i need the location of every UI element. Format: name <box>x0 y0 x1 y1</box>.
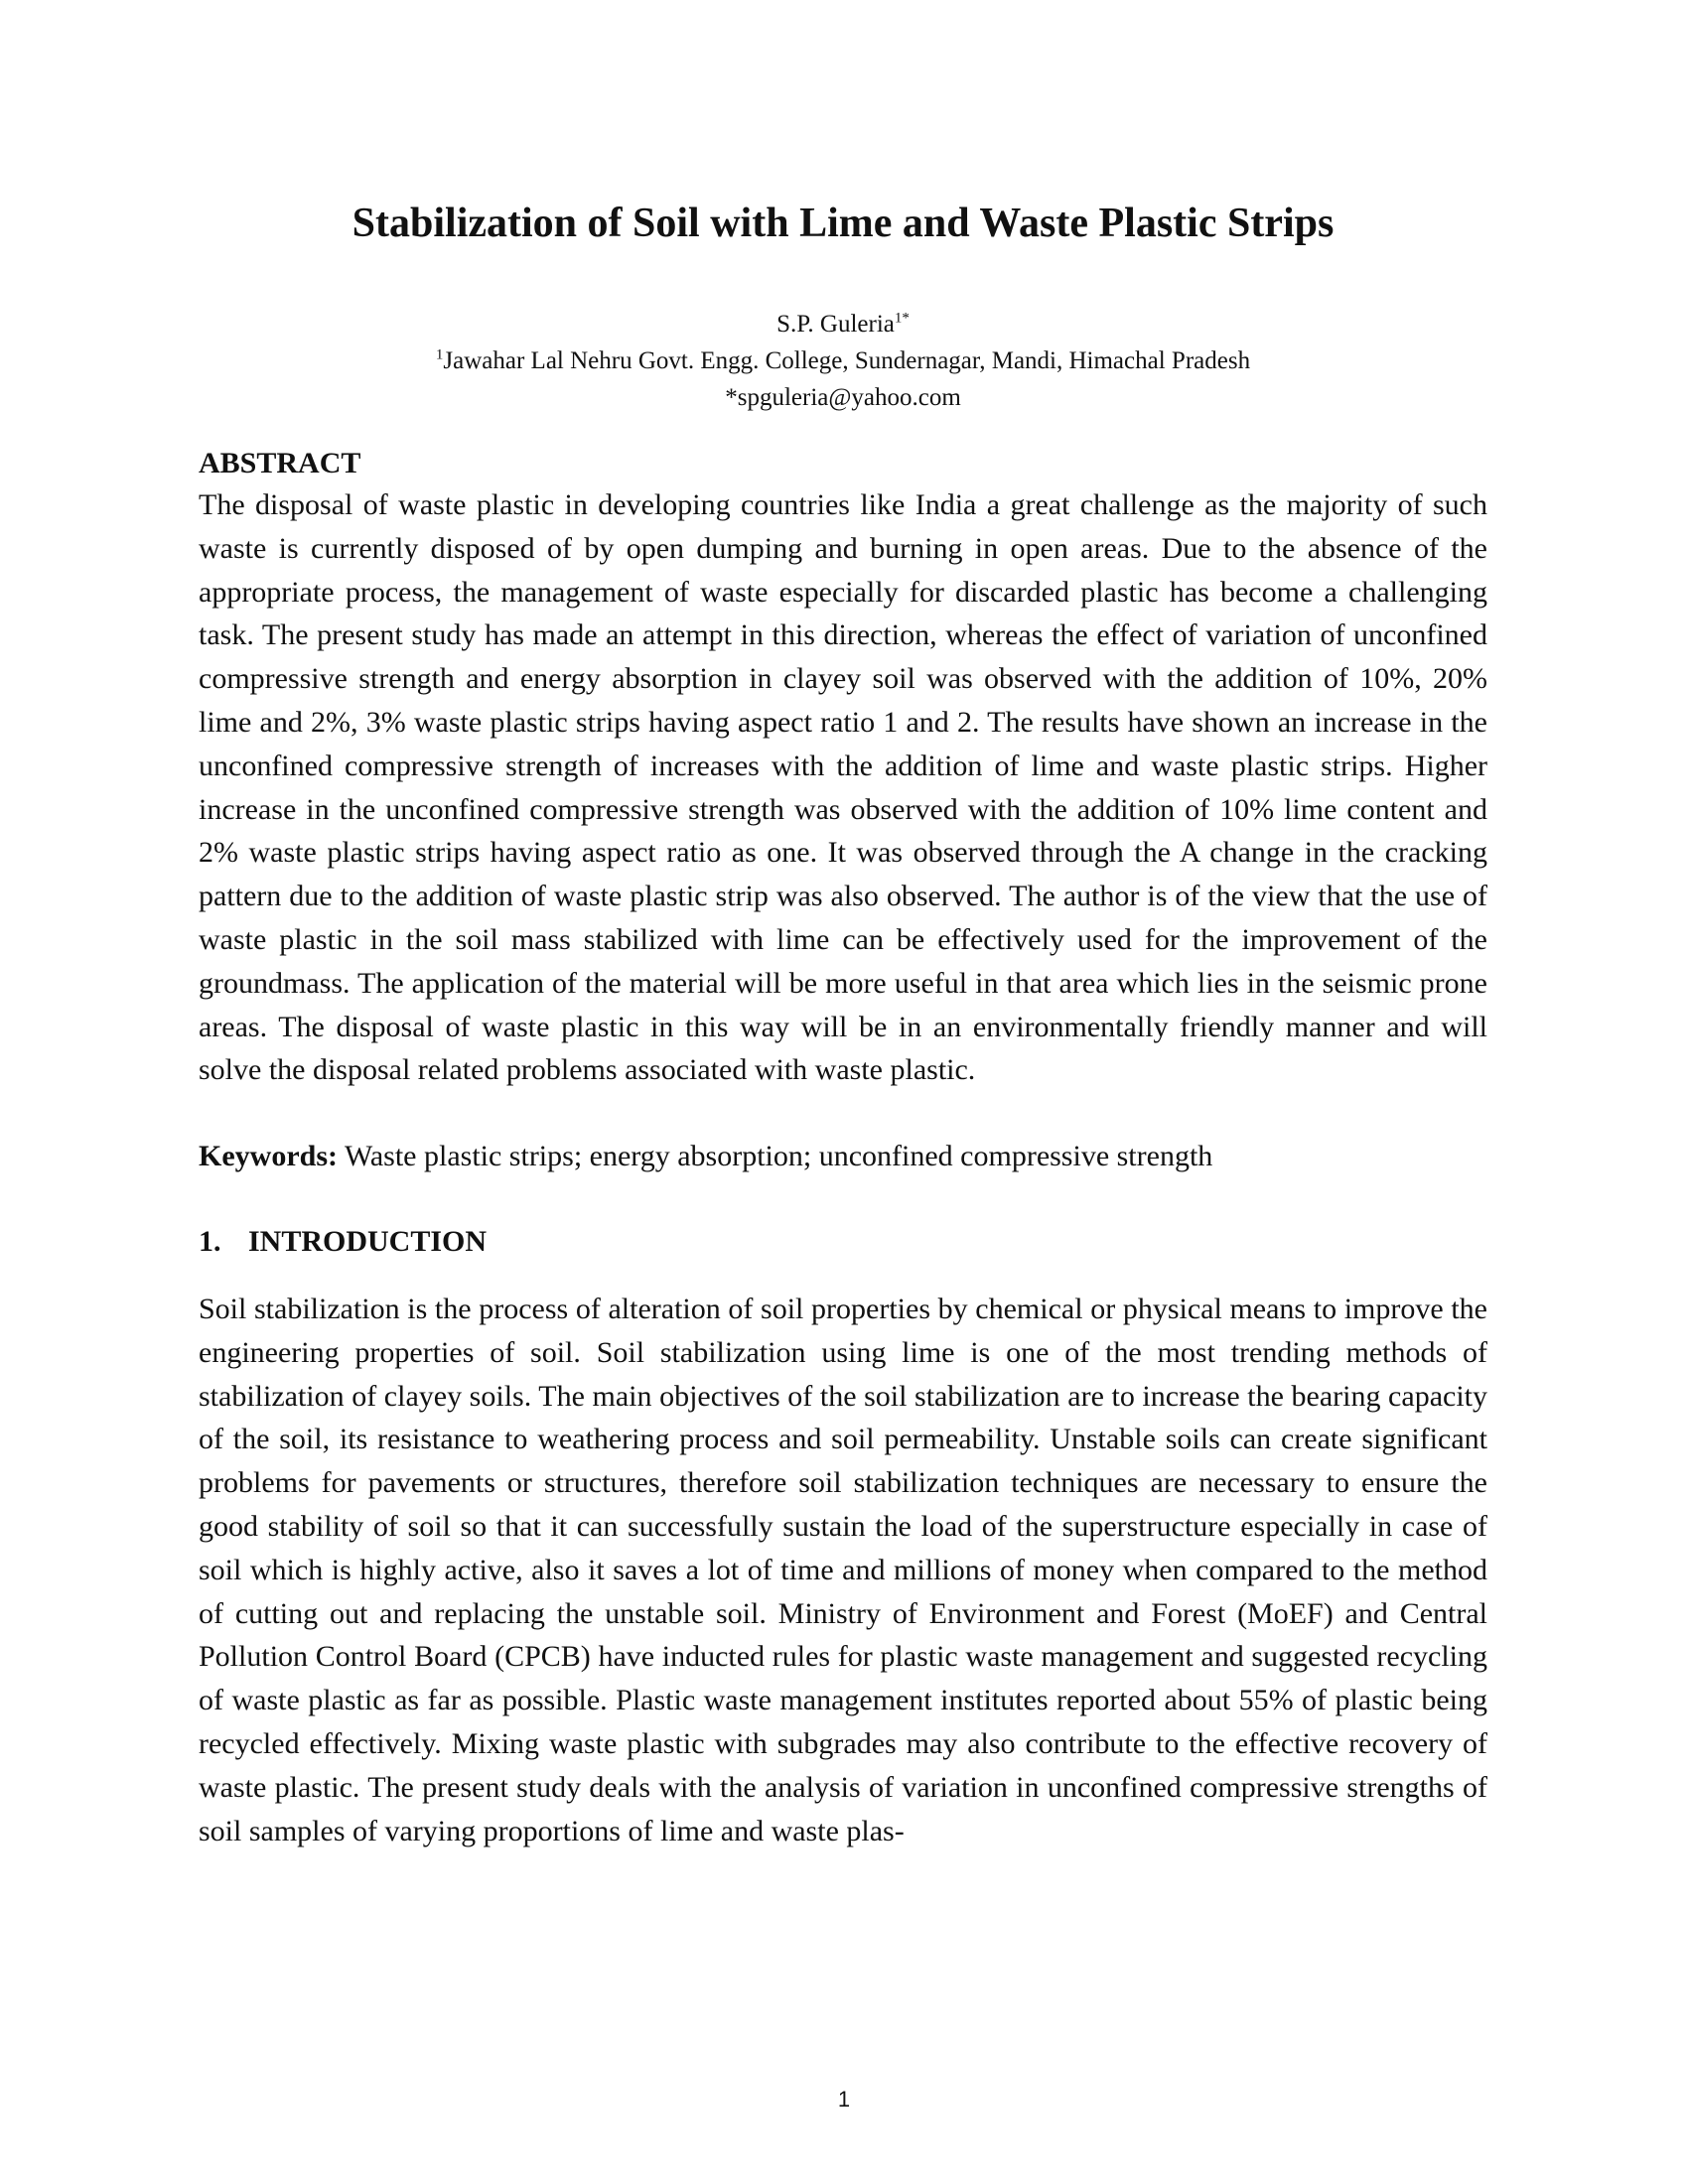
affiliation-text: Jawahar Lal Nehru Govt. Engg. College, Sundernagar, Mandi, Himachal Pradesh <box>443 347 1251 374</box>
keywords-label: Keywords: <box>199 1140 338 1173</box>
section-title: INTRODUCTION <box>248 1224 488 1258</box>
page-number: 1 <box>837 2087 851 2112</box>
keywords-text: Waste plastic strips; energy absorption; unconfined compressive strength <box>337 1140 1213 1173</box>
author-name: S.P. Guleria <box>776 311 895 338</box>
author-superscript: 1* <box>894 310 910 327</box>
introduction-heading <box>199 1222 1487 1262</box>
paper-title: Stabilization of Soil with Lime and Waste Plastic Strips <box>352 201 1335 246</box>
author-affiliation <box>199 342 1487 379</box>
author-line <box>199 307 1487 342</box>
author-email: *spguleria@yahoo.com <box>725 384 961 411</box>
introduction-body: Soil stabilization is the process of alteration of soil properties by chemical or physical means to improve the engineering properties of soil. Soil stabilization using lime is one of the most trending methods of stabilization of clayey soils. The main objectives of the soil stabilization are to increase the bearing capacity of the soil, its resistance to weathering process and soil permeability. Unstable soils can create significant problems for pavements or structures, therefore soil stabilization techniques are necessary to ensure the good stability of soil so that it can successfully sustain the load of the superstructure especially in case of soil which is highly active, also it saves a lot of time and millions of money when compared to the method of cutting out and replacing the unstable soil. Ministry of Environment and Forest (MoEF) and Central Pollution Control Board (CPCB) have inducted rules for plastic waste management and suggested recycling of waste plastic as far as possible. Plastic waste management institutes reported about 55% of plastic being recycled effectively. Mixing waste plastic with subgrades may also contribute to the effective recovery of waste plastic. The present study deals with the analysis of variation in unconfined compressive strengths of soil samples of varying proportions of lime and waste plas- <box>199 1292 1487 1847</box>
section-number: 1. <box>199 1224 221 1258</box>
abstract-body: The disposal of waste plastic in developing countries like India a great challenge as the majority of such waste is currently disposed of by open dumping and burning in open areas. Due to the absence of the appropriate process, the management of waste especially for discarded plastic has become a challenging task. The present study has made an attempt in this direction, whereas the effect of variation of unconfined compressive strength and energy absorption in clayey soil was observed with the addition of 10%, 20% lime and 2%, 3% waste plastic strips having aspect ratio 1 and 2. The results have shown an increase in the unconfined compressive strength of increases with the addition of lime and waste plastic strips. Higher increase in the unconfined compressive strength was observed with the addition of 10% lime content and 2% waste plastic strips having aspect ratio as one. It was observed through the A change in the cracking pattern due to the addition of waste plastic strip was also observed. The author is of the view that the use of waste plastic in the soil mass stabilized with lime can be effectively used for the improvement of the groundmass. The application of the material will be more useful in that area which lies in the seismic prone areas. The disposal of waste plastic in this way will be in an environmentally friendly manner and will solve the disposal related problems associated with waste plastic. <box>199 488 1487 1087</box>
affiliation-superscript: 1 <box>435 346 444 363</box>
keywords-line <box>199 1135 1487 1178</box>
page-content <box>199 194 1487 1852</box>
abstract-heading: ABSTRACT <box>199 447 361 479</box>
